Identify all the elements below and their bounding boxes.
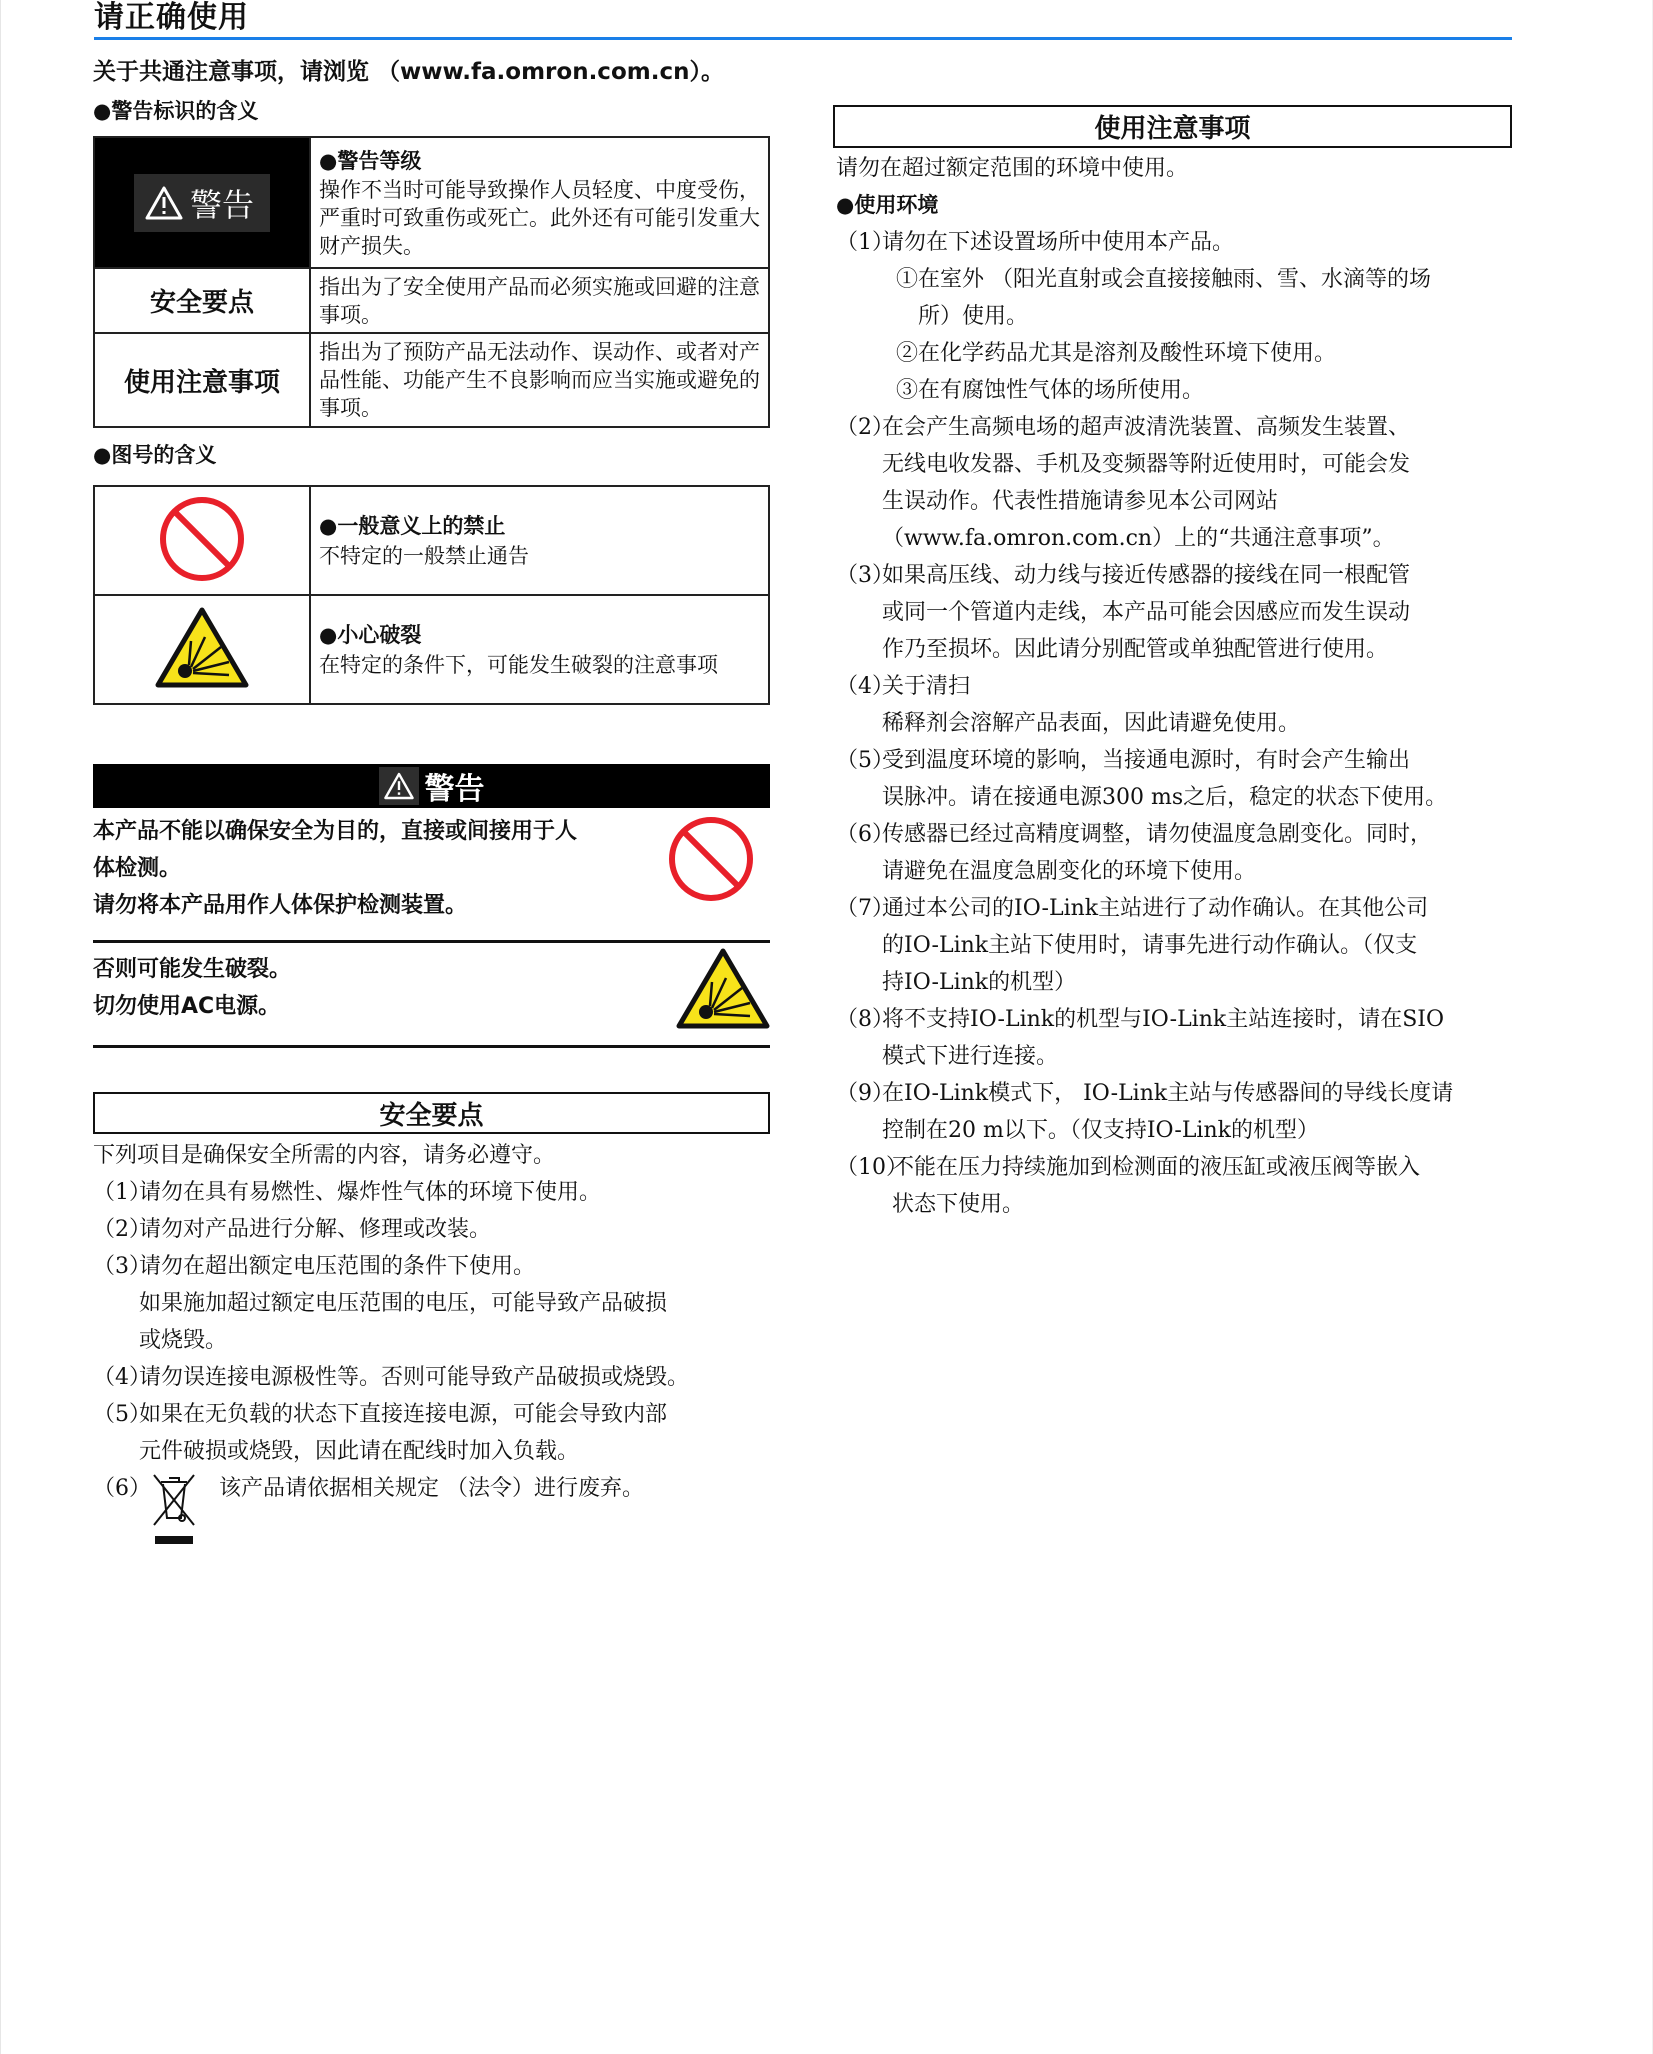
item-text: 请勿误连接电源极性等。否则可能导致产品破损或烧毁。 — [139, 1365, 690, 1390]
item-text: 传感器已经过高精度调整，请勿使温度急剧变化。同时， — [882, 822, 1433, 847]
item-text: 持IO-Link的机型） — [882, 970, 1077, 995]
item-number: （7） — [836, 896, 894, 921]
safety-points-desc: 指出为了安全使用产品而必须实施或回避的注意事项。 — [310, 268, 769, 333]
warning-line: 请勿将本产品用作人体保护检测装置。 — [93, 893, 468, 918]
table-row — [94, 137, 769, 268]
symbol-icon-cell — [94, 486, 310, 595]
warning-level-title: ●警告等级 — [319, 148, 422, 173]
item-number: （3） — [836, 563, 894, 588]
list-item — [93, 1396, 783, 1470]
warning-desc-cell — [310, 137, 769, 268]
list-item — [836, 1001, 1526, 1075]
usage-precautions-desc: 指出为了预防产品无法动作、误动作、或者对产品性能、功能产生不良影响而应当实施或避免的事项。 — [310, 333, 769, 427]
sub-item-text: ②在化学药品尤其是溶剂及酸性环境下使用。 — [896, 341, 1337, 366]
symbol-icon-cell — [94, 595, 310, 704]
item-text: 元件破损或烧毁，因此请在配线时加入负载。 — [139, 1439, 580, 1464]
prohibition-icon — [666, 814, 756, 904]
item-text: 在IO-Link模式下， IO-Link主站与传感器间的导线长度请 — [882, 1081, 1454, 1106]
safety-points-label: 安全要点 — [94, 268, 310, 333]
prohibition-icon — [157, 494, 247, 584]
explosion-warning-icon — [676, 948, 770, 1030]
warning-label-cell — [94, 137, 310, 268]
warning-line: 体检测。 — [93, 856, 182, 881]
item-number: （9） — [836, 1081, 894, 1106]
list-item — [93, 1174, 783, 1211]
signal-words-table — [93, 136, 770, 428]
item-text: 无线电收发器、手机及变频器等附近使用时，可能会发 — [882, 452, 1411, 477]
warning-line: 切勿使用AC电源。 — [93, 994, 281, 1019]
item-text: 如果施加超过额定电压范围的电压，可能导致产品破损 — [139, 1291, 668, 1316]
safety-points-title: 安全要点 — [93, 1092, 770, 1134]
item-text: 通过本公司的IO-Link主站进行了动作确认。在其他公司 — [882, 896, 1429, 921]
warning-badge-label: 警告 — [189, 185, 254, 224]
usage-intro: 请勿在超过额定范围的环境中使用。 — [836, 156, 1189, 181]
item-text: 请勿在具有易燃性、爆炸性气体的环境下使用。 — [139, 1180, 602, 1205]
table-row — [94, 268, 769, 333]
symbol-desc-cell — [310, 486, 769, 595]
item-number: （8） — [836, 1007, 894, 1032]
usage-precautions-title: 使用注意事项 — [833, 105, 1512, 148]
list-item — [836, 557, 1526, 668]
item-text: 在会产生高频电场的超声波清洗装置、高频发生装置、 — [882, 415, 1411, 440]
item-text: 或烧毁。 — [139, 1328, 228, 1353]
list-item — [93, 1359, 783, 1396]
item-text: 将不支持IO-Link的机型与IO-Link主站连接时，请在SIO — [882, 1007, 1445, 1032]
common-precautions-note: 关于共通注意事项，请浏览 （www.fa.omron.com.cn）。 — [93, 59, 724, 85]
item-number: （2） — [93, 1217, 151, 1242]
list-item — [836, 409, 1526, 557]
warning-line: 否则可能发生破裂。 — [93, 957, 292, 982]
sub-item — [836, 372, 1526, 409]
page-title: 请正确使用 — [94, 0, 249, 35]
item-text: 作乃至损坏。因此请分别配管或单独配管进行使用。 — [882, 637, 1389, 662]
sub-item — [836, 335, 1526, 372]
item-number: （3） — [93, 1254, 151, 1279]
symbol-desc-cell — [310, 595, 769, 704]
item-text: 或同一个管道内走线，本产品可能会因感应而发生误动 — [882, 600, 1411, 625]
prohibition-title: ●一般意义上的禁止 — [319, 513, 506, 538]
sub-item — [836, 261, 1526, 335]
item-text: （www.fa.omron.com.cn）上的“共通注意事项”。 — [882, 526, 1395, 551]
list-item — [836, 890, 1526, 1001]
environment-heading: ●使用环境 — [836, 193, 939, 217]
warning-triangle-icon — [144, 185, 184, 221]
item-number: （1） — [836, 230, 894, 255]
item-number: （4） — [93, 1365, 151, 1390]
item-text: 控制在20 m以下。（仅支持IO-Link的机型） — [882, 1118, 1319, 1143]
signal-words-heading: ●警告标识的含义 — [93, 99, 259, 123]
item-text: 关于清扫 — [882, 674, 971, 699]
table-row — [94, 333, 769, 427]
warning-bottom-rule — [93, 1045, 770, 1048]
item-text: 如果高压线、动力线与接近传感器的接线在同一根配管 — [882, 563, 1411, 588]
list-item — [93, 1248, 783, 1359]
weee-crossed-bin-icon — [151, 1472, 197, 1548]
list-item — [836, 668, 1526, 742]
warning-header-label: 警告 — [424, 772, 485, 807]
sub-item-text: 所）使用。 — [918, 304, 1029, 329]
warning-badge — [134, 174, 270, 232]
usage-precautions-label: 使用注意事项 — [94, 333, 310, 427]
item-text: 请避免在温度急剧变化的环境下使用。 — [882, 859, 1257, 884]
symbols-table — [93, 485, 770, 705]
item-text: 请勿在超出额定电压范围的条件下使用。 — [139, 1254, 536, 1279]
warning-level-desc: 操作不当时可能导致操作人员轻度、中度受伤，严重时可致重伤或死亡。此外还有可能引发重大财产损失。 — [319, 177, 760, 258]
warning-triangle-icon — [383, 771, 415, 801]
item-number: （6） — [836, 822, 894, 847]
sub-item-text: ③在有腐蚀性气体的场所使用。 — [896, 378, 1205, 403]
list-item — [93, 1211, 783, 1248]
item-number: （1） — [93, 1180, 151, 1205]
item-number: （2） — [836, 415, 894, 440]
table-row — [94, 595, 769, 704]
item-number: （10） — [836, 1155, 908, 1180]
item-text: 如果在无负载的状态下直接连接电源，可能会导致内部 — [139, 1402, 668, 1427]
item-number: （4） — [836, 674, 894, 699]
list-item — [836, 1149, 1526, 1223]
item-text: 请勿对产品进行分解、修理或改装。 — [139, 1217, 492, 1242]
symbols-heading: ●图号的含义 — [93, 443, 217, 467]
warning-divider — [93, 940, 770, 943]
warning-block-human-detection — [93, 813, 693, 924]
item-text: 该产品请依据相关规定 （法令）进行废弃。 — [219, 1476, 644, 1501]
item-text: 生误动作。代表性措施请参见本公司网站 — [882, 489, 1279, 514]
warning-line: 本产品不能以确保安全为目的，直接或间接用于人 — [93, 819, 578, 844]
rupture-title: ●小心破裂 — [319, 622, 422, 647]
item-number: （6） — [93, 1476, 151, 1501]
item-text: 请勿在下述设置场所中使用本产品。 — [882, 230, 1235, 255]
item-text: 误脉冲。请在接通电源300 ms之后，稳定的状态下使用。 — [882, 785, 1448, 810]
list-item — [836, 816, 1526, 890]
prohibition-desc: 不特定的一般禁止通告 — [319, 543, 529, 568]
warning-block-rupture — [93, 951, 693, 1025]
warning-header-bar — [93, 764, 770, 808]
item-text: 稀释剂会溶解产品表面，因此请避免使用。 — [882, 711, 1301, 736]
list-item — [836, 742, 1526, 816]
item-text: 不能在压力持续施加到检测面的液压缸或液压阀等嵌入 — [892, 1155, 1421, 1180]
item-number: （5） — [93, 1402, 151, 1427]
warning-icon-box — [379, 767, 419, 805]
item-text: 状态下使用。 — [892, 1192, 1025, 1217]
safety-points-intro: 下列项目是确保安全所需的内容，请务必遵守。 — [93, 1143, 556, 1168]
list-item — [836, 1075, 1526, 1149]
item-text: 的IO-Link主站下使用时，请事先进行动作确认。（仅支 — [882, 933, 1418, 958]
page-edge-left — [0, 0, 1, 2054]
list-item — [836, 224, 1526, 409]
title-underline — [94, 37, 1512, 40]
usage-precautions-list — [836, 150, 1526, 1223]
table-row — [94, 486, 769, 595]
list-item — [93, 1470, 783, 1550]
explosion-warning-icon — [155, 607, 249, 689]
rupture-desc: 在特定的条件下，可能发生破裂的注意事项 — [319, 652, 718, 677]
item-text: 模式下进行连接。 — [882, 1044, 1059, 1069]
item-number: （5） — [836, 748, 894, 773]
item-text: 受到温度环境的影响，当接通电源时，有时会产生输出 — [882, 748, 1411, 773]
safety-points-list — [93, 1137, 783, 1550]
sub-item-text: ①在室外 （阳光直射或会直接接触雨、雪、水滴等的场 — [896, 267, 1431, 292]
